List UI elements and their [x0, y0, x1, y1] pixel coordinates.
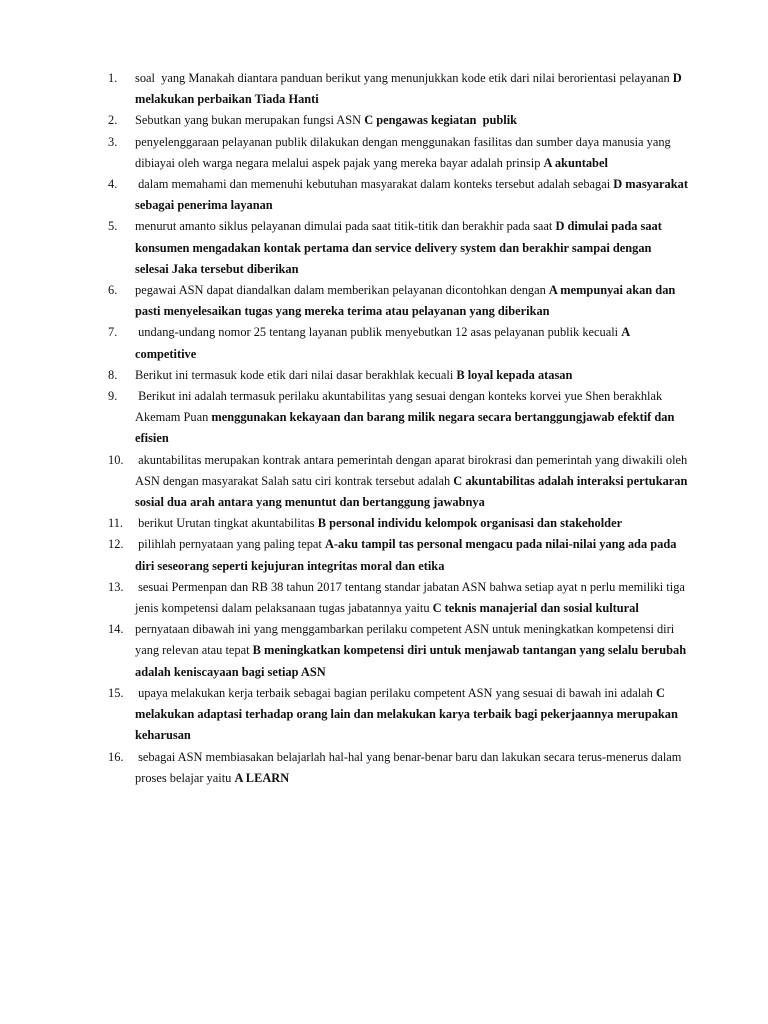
- list-item: [108, 747, 688, 789]
- question-list: [108, 68, 692, 789]
- list-item: [108, 577, 688, 619]
- question-text: sebagai ASN membiasakan belajarlah hal-hal yang benar-benar baru dan lakukan secara terus-menerus dalam proses belajar yaitu: [135, 749, 685, 785]
- item-number: 1.: [108, 71, 118, 85]
- question-text: pernyataan dibawah ini yang menggambarkan perilaku competent ASN untuk meningkatkan kompetensi diri yang relevan atau tepat: [135, 622, 678, 658]
- answer-text: B loyal kepada atasan: [456, 367, 573, 382]
- answer-text: C melakukan adaptasi terhadap orang lain dan melakukan karya terbaik bagi pekerjaannya merupakan keharusan: [135, 685, 681, 743]
- question-text: akuntabilitas merupakan kontrak antara pemerintah dengan aparat birokrasi dan pemerintah yang diwakili oleh ASN dengan masyarakat Salah satu ciri kontrak tersebut adalah: [135, 452, 690, 488]
- item-number: 7.: [108, 325, 118, 340]
- list-item: [108, 386, 688, 450]
- list-item: [108, 110, 688, 131]
- answer-text: A competitive: [135, 325, 633, 361]
- item-number: 14.: [108, 622, 124, 637]
- question-text: sesuai Permenpan dan RB 38 tahun 2017 tentang standar jabatan ASN bahwa setiap ayat n perlu memiliki tiga jenis kompetensi dalam pelaksanaan tugas jabatannya yaitu: [135, 579, 688, 616]
- question-text: Berikut ini adalah termasuk perilaku akuntabilitas yang sesuai dengan konteks korvei yue Shen berakhlak Akemam Puan: [135, 389, 665, 425]
- question-text: penyelenggaraan pelayanan publik dilakukan dengan menggunakan fasilitas dan sumber daya manusia yang dibiayai oleh warga negara melalui aspek pajak yang mereka bayar adalah prinsip: [135, 134, 674, 170]
- question-text: upaya melakukan kerja terbaik sebagai bagian perilaku competent ASN yang sesuai di bawah ini adalah: [135, 685, 656, 700]
- item-number: 10.: [108, 452, 124, 467]
- question-text: undang-undang nomor 25 tentang layanan publik menyebutkan 12 asas pelayanan publik kecuali: [135, 325, 622, 340]
- item-number: 11.: [108, 516, 124, 531]
- answer-text: menggunakan kekayaan dan barang milik negara secara bertanggungjawab efektif dan efisien: [135, 410, 678, 446]
- item-number: 2.: [108, 113, 118, 128]
- answer-text: C teknis manajerial dan sosial kultural: [432, 601, 639, 616]
- list-item: [108, 322, 688, 364]
- answer-text: A mempunyai akan dan pasti menyelesaikan tugas yang mereka terima atau pelayanan yang diberikan: [135, 283, 679, 319]
- answer-text: B personal individu kelompok organisasi dan stakeholder: [317, 516, 623, 531]
- answer-text: C pengawas kegiatan publik: [364, 113, 518, 128]
- question-text: dalam memahami dan memenuhi kebutuhan masyarakat dalam konteks tersebut adalah sebagai: [135, 177, 614, 192]
- item-number: 15.: [108, 685, 124, 700]
- list-item: [108, 68, 688, 110]
- answer-text: A-aku tampil tas personal mengacu pada nilai-nilai yang ada pada diri seseorang seperti kejujuran integritas moral dan etika: [135, 537, 680, 573]
- item-number: 3.: [108, 134, 118, 149]
- question-text: soal yang Manakah diantara panduan berikut yang menunjukkan kode etik dari nilai berorientasi pelayanan: [135, 71, 673, 85]
- answer-text: A akuntabel: [543, 155, 608, 170]
- item-number: 6.: [108, 283, 118, 298]
- item-number: 8.: [108, 367, 118, 382]
- answer-text: B meningkatkan kompetensi diri untuk menjawab tantangan yang selalu berubah adalah keniscayaan bagi setiap ASN: [135, 643, 690, 679]
- question-text: Berikut ini termasuk kode etik dari nilai dasar berakhlak kecuali: [135, 367, 457, 382]
- item-number: 12.: [108, 537, 124, 552]
- question-text: berikut Urutan tingkat akuntabilitas: [135, 516, 318, 531]
- item-number: 4.: [108, 177, 118, 192]
- list-item: [108, 513, 688, 534]
- list-item: [108, 132, 688, 174]
- question-text: pegawai ASN dapat diandalkan dalam memberikan pelayanan dicontohkan dengan: [135, 283, 549, 298]
- list-item: [108, 683, 688, 747]
- answer-text: D dimulai pada saat konsumen mengadakan kontak pertama dan service delivery system dan berakhir sampai dengan selesai Jaka tersebut diberikan: [135, 219, 665, 276]
- answer-text: C akuntabilitas adalah interaksi pertukaran sosial dua arah antara yang menuntut dan bertanggung jawabnya: [135, 473, 691, 510]
- list-item: [108, 216, 688, 280]
- item-number: 16.: [108, 749, 124, 764]
- question-text: menurut amanto siklus pelayanan dimulai pada saat titik-titik dan berakhir pada saat: [135, 219, 556, 234]
- answer-text: D melakukan perbaikan Tiada Hanti: [135, 71, 685, 107]
- question-text: Sebutkan yang bukan merupakan fungsi ASN: [135, 113, 365, 128]
- list-item: [108, 365, 688, 386]
- answer-text: A LEARN: [234, 770, 290, 785]
- item-number: 5.: [108, 219, 118, 234]
- list-item: [108, 280, 688, 322]
- list-item: [108, 534, 688, 576]
- question-text: pilihlah pernyataan yang paling tepat: [135, 537, 325, 552]
- item-number: 9.: [108, 389, 118, 404]
- answer-text: D masyarakat sebagai penerima layanan: [135, 177, 692, 213]
- list-item: [108, 619, 688, 683]
- item-number: 13.: [108, 579, 124, 594]
- list-item: [108, 174, 692, 216]
- list-item: [108, 450, 691, 514]
